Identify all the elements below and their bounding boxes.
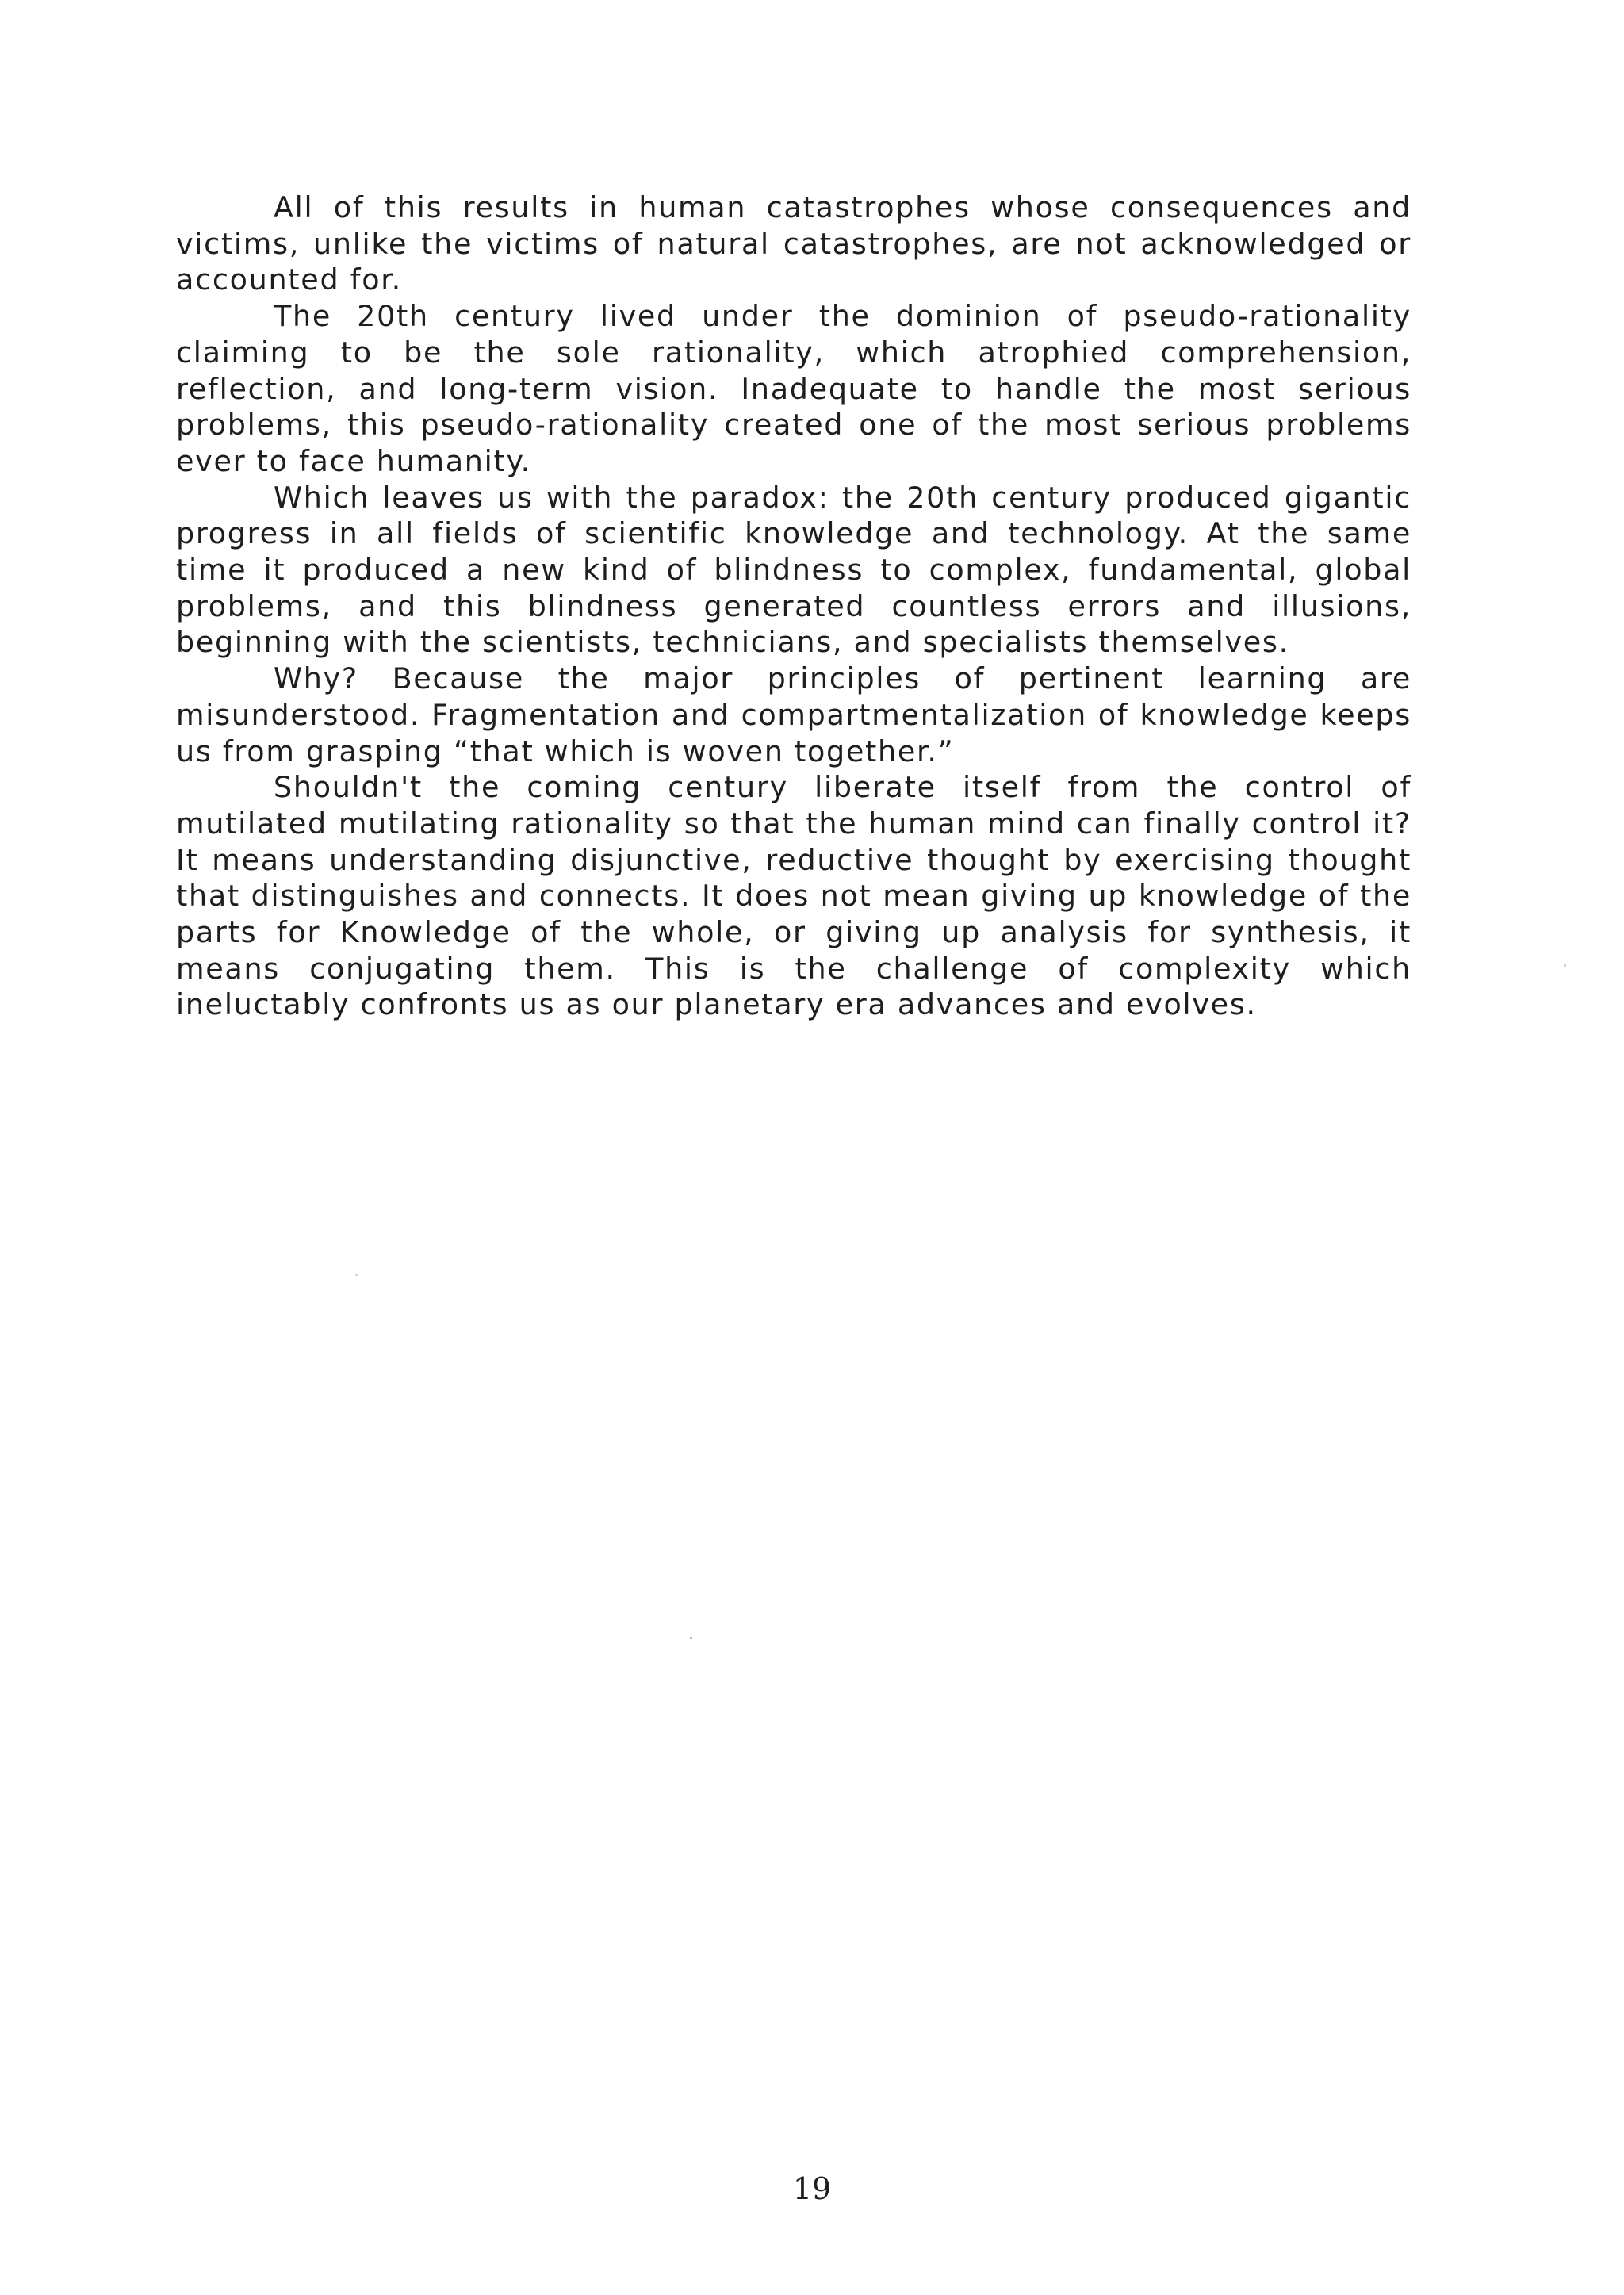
scan-speck <box>690 1637 692 1639</box>
body-text <box>176 190 1411 1023</box>
paragraph-2: The 20th century lived under the dominion of pseudo-rationality claiming to be the sole rationality, which atrophied comprehension, reflection, and long-term vision. Inadequate to handle the most serious problems, this pseudo-rationality created one of the most serious problems ever to face humanity. <box>176 299 1411 478</box>
page-number: 19 <box>792 2171 832 2206</box>
scan-speck <box>355 1274 358 1276</box>
paragraph-3: Which leaves us with the paradox: the 20th century produced gigantic progress in all fields of scientific knowledge and technology. At the same time it produced a new kind of blindness to complex, fundamental, global problems, and this blindness generated countless errors and illusions, beginning with the scientists, technicians, and specialists themselves. <box>176 480 1411 660</box>
paragraph-4: Why? Because the major principles of pertinent learning are misunderstood. Fragmentation and compartmentalization of knowledge keeps us from grasping “that which is woven together.” <box>176 661 1411 768</box>
paragraph-1: All of this results in human catastrophes whose consequences and victims, unlike the victims of natural catastrophes, are not acknowledged or accounted for. <box>176 190 1411 297</box>
paragraph-5: Shouldn't the coming century liberate itself from the control of mutilated mutilating rationality so that the human mind can finally control it? It means understanding disjunctive, reductive thought by exercising thought that distinguishes and connects. It does not mean giving up knowledge of the parts for Knowledge of the whole, or giving up analysis for synthesis, it means conjugating them. This is the challenge of complexity which ineluctably confronts us as our planetary era advances and evolves. <box>176 770 1411 1022</box>
scan-speck <box>1564 964 1566 967</box>
